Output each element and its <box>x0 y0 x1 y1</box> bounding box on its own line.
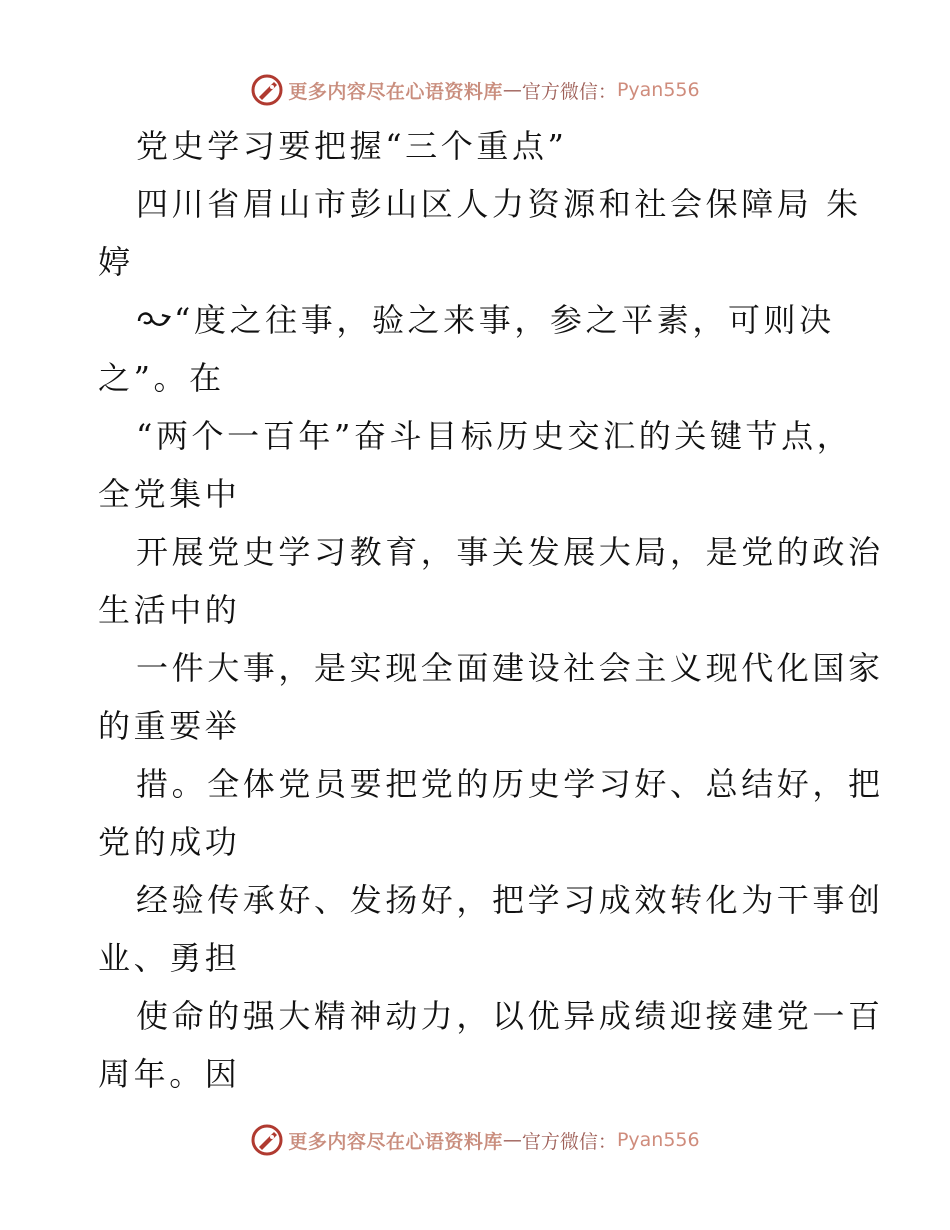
document-title: 党史学习要把握“三个重点” <box>136 127 568 165</box>
banner-separator: — <box>502 1129 522 1151</box>
banner-title: 更多内容尽在心语资料库 <box>288 1130 503 1153</box>
paragraph-line <box>136 300 835 340</box>
paragraph-line: 的重要举 <box>98 707 241 745</box>
paragraph-line: 生活中的 <box>98 591 241 629</box>
pen-nib-logo-icon <box>250 1123 284 1157</box>
paragraph-line: 一件大事，是实现全面建设社会主义现代化国家 <box>136 649 884 687</box>
banner-wechat-id: Pyan556 <box>616 1129 700 1151</box>
header-banner <box>0 72 950 108</box>
banner-wechat-label: 官方微信： <box>521 1130 617 1153</box>
paragraph-line: 措。全体党员要把党的历史学习好、总结好，把 <box>136 765 884 803</box>
banner-wechat-label: 官方微信： <box>521 80 617 103</box>
paragraph-line: 周年。因 <box>98 1055 241 1093</box>
banner-wechat-id: Pyan556 <box>616 79 700 101</box>
banner-title: 更多内容尽在心语资料库 <box>288 80 503 103</box>
pen-nib-logo-icon <box>250 73 284 107</box>
paragraph-line: “两个一百年”奋斗目标历史交汇的关键节点， <box>136 417 853 455</box>
paragraph-line: 之”。在 <box>98 359 225 397</box>
paragraph-line: 全党集中 <box>98 475 241 513</box>
paragraph-line-text: “度之往事，验之来事，参之平素，可则决 <box>174 301 835 339</box>
paragraph-line: 业、勇担 <box>98 939 241 977</box>
ornament-icon <box>136 307 172 335</box>
paragraph-line: 经验传承好、发扬好，把学习成效转化为干事创 <box>136 881 884 919</box>
footer-banner <box>0 1122 950 1158</box>
banner-separator: — <box>502 79 522 101</box>
author-line-continued: 婷 <box>98 243 134 281</box>
paragraph-line: 党的成功 <box>98 823 241 861</box>
paragraph-line: 开展党史学习教育，事关发展大局，是党的政治 <box>136 533 884 571</box>
paragraph-line: 使命的强大精神动力，以优异成绩迎接建党一百 <box>136 997 884 1035</box>
author-line: 四川省眉山市彭山区人力资源和社会保障局 朱 <box>136 185 862 223</box>
